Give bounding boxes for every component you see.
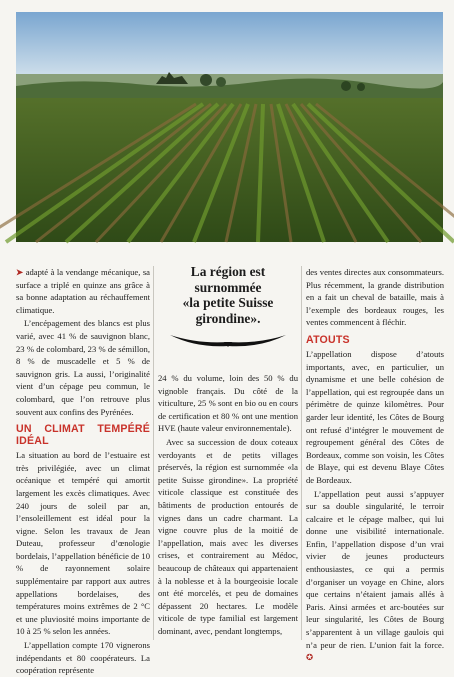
paragraph: L’encépagement des blancs est plus varié, avec 41 % de sauvignon blanc, 23 % de colombard, 23 % de sémillon, 8 % de muscadelle et 5 % de sauvignon gris. La aussi, l’originalité vient d’un cépage peu commun, le colombard, que l’on retrouve plus souvent aux confins des Pyrénées. [16,318,150,417]
section-heading: ATOUTS [306,333,350,346]
paragraph: 24 % du volume, loin des 50 % du vignoble français. Du côté de la viticulture, 25 % sont en bio ou en cours de certification et 80 % ont une mention HVE (haute valeur environnementale). [158,373,298,434]
section-heading: UN CLIMAT TEMPÉRÉ IDÉAL [16,423,150,448]
pull-quote-line: «la petite Suisse [182,295,274,310]
column-divider [301,266,302,640]
paragraph: L’appellation dispose d’atouts importants, avec, en particulier, un dynamisme et une belle cohésion de l’appellation, qui est regroupée dans un périmètre de quinze kilomètres. Pour garder leur identité, les Côtes de Bourg ont refusé d’intégrer le mouvement de regroupement général des Côtes de Bordeaux, comme son voisin, les Côtes de Blaye, qui est devenu Blaye Côtes de Bordeaux. [306,348,444,485]
column-3 [306,266,444,664]
paragraph: La situation au bord de l’estuaire est très privilégiée, avec un climat océanique et tempéré qui amortit largement les excès climatiques. Avec 240 jours de soleil par an, l’ensoleillement est idéal pour la vigne. Selon les travaux de Jean Duteau, professeur d’œnologie bordelais, l’appellation bénéficie de 10 % de rayonnement solaire supplémentaire par rapport aux autres appellations bordelaises, des températures moins extrêmes de 2 °C et une pluviosité moins importante de 10 à 25 % selon les années. [16,450,150,637]
vineyard-photo [16,12,443,242]
column-divider [153,266,154,640]
column-1 [16,266,150,677]
paragraph: L’appellation compte 170 vignerons indépendants et 80 coopérateurs. La coopération représente [16,640,150,676]
paragraph: ➤ adapté à la vendange mécanique, sa surface a triplé en quinze ans grâce à sa bonne adaptation au réchauffement climatique. [16,267,150,315]
pull-quote [160,264,296,348]
column-2 [158,372,298,637]
pull-quote-line: surnommée [194,279,262,295]
paragraph: Avec sa succession de doux coteaux verdoyants et de petits villages préservés, la région est surnommée «la petite Suisse girondine». La propriété viticole classique est constituée des bâtiments de production entourés de vignes dans un cadre charmant. La vigne couvre plus de la moitié de l’appellation, mais avec les diverses crises, et contrairement au Médoc, beaucoup de châteaux qui appartenaient à la noblesse et à la bourgeoisie locale ont été morcelés, et peu de domaines dépassent 20 hectares. Le modèle viticole de type familial est largement dominant, avec, pendant longtemps, [158,436,298,636]
pull-quote-line: La région est [190,264,266,279]
end-mark-icon: ✪ [306,652,314,663]
arrow-icon: ➤ [16,267,24,277]
ornament-icon [168,332,288,348]
paragraph: des ventes directes aux consommateurs. Plus récemment, la grande distribution en a fait un cheval de bataille, mais à l’exemple des bordeaux rouges, les ventes commencent à fléchir. [306,267,444,328]
pull-quote-line: girondine». [195,310,261,326]
paragraph: L’appellation peut aussi s’appuyer sur sa double singularité, le terroir calcaire et le cépage malbec, qui lui donne une visibilité internationale. Enfin, l’appellation dispose d’un vrai vivier de jeunes producteurs enthousiastes, ce qui a permis d’organiser un voyage en Chine, alors que certains n’étaient jamais allés à Paris. Ainsi armées et arc-boutées sur leur singularité, les Côtes de Bourg s’apparentent à un village gaulois qui n’a peur de rien. L’union fait la force. ✪ [306,488,444,663]
